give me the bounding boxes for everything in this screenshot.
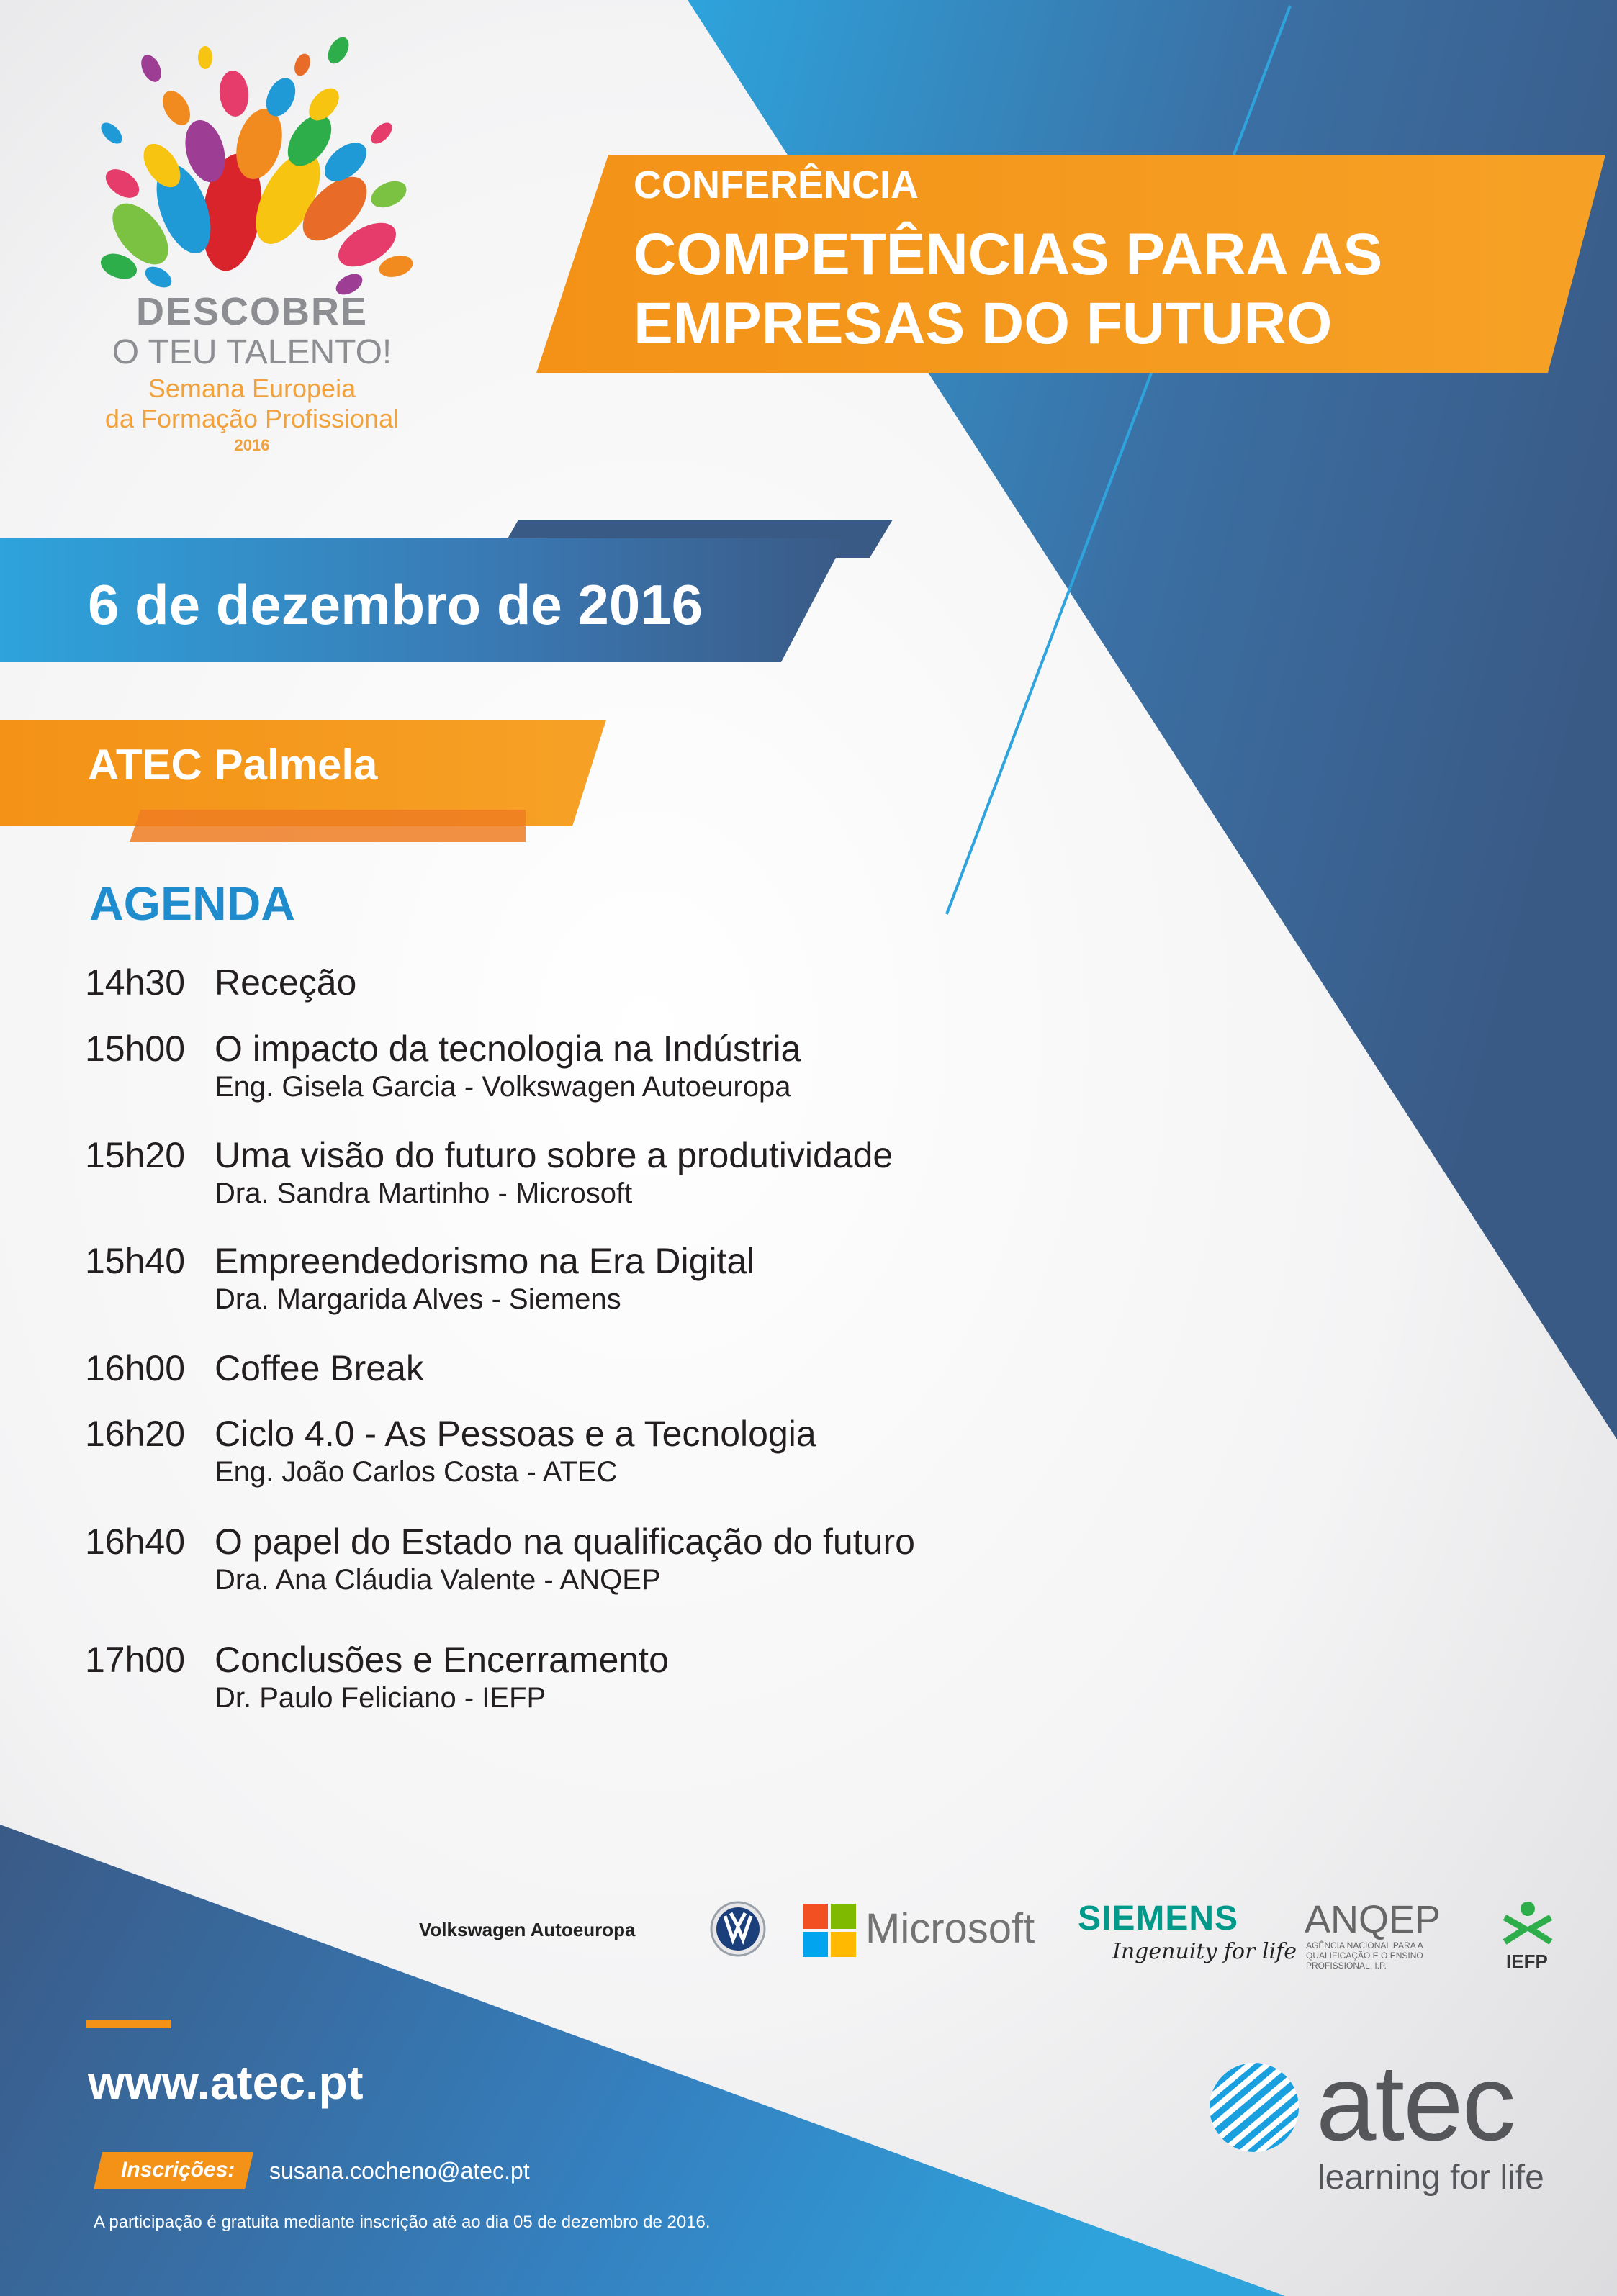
leaf-cluster-icon xyxy=(50,29,454,302)
conference-kicker: CONFERÊNCIA xyxy=(634,163,919,207)
agenda-speaker: Dr. Paulo Feliciano - IEFP xyxy=(215,1682,546,1714)
agenda-speaker: Eng. João Carlos Costa - ATEC xyxy=(215,1456,618,1488)
atec-sphere-icon xyxy=(1204,2057,1305,2158)
agenda-title: Receção xyxy=(215,962,357,1003)
agenda-speaker: Dra. Sandra Martinho - Microsoft xyxy=(215,1178,633,1209)
atec-wordmark: atec xyxy=(1316,2042,1515,2163)
agenda-time: 15h20 xyxy=(85,1135,186,1175)
volkswagen-logo-icon xyxy=(709,1900,767,1958)
agenda-time: 15h00 xyxy=(85,1029,186,1069)
event-logo-year: 2016 xyxy=(234,436,270,454)
partner-iefp-text: IEFP xyxy=(1506,1951,1548,1972)
agenda-title: Conclusões e Encerramento xyxy=(215,1640,669,1680)
microsoft-logo-icon xyxy=(803,1904,856,1957)
participation-note: A participação é gratuita mediante inscrição até ao dia 05 de dezembro de 2016. xyxy=(94,2213,711,2232)
event-date: 6 de dezembro de 2016 xyxy=(88,573,703,636)
agenda-heading: AGENDA xyxy=(89,877,296,930)
agenda-title: O papel do Estado na qualificação do futuro xyxy=(215,1522,915,1562)
event-logo-subtitle-1: Semana Europeia xyxy=(148,374,356,403)
partner-anqep-text: ANQEP xyxy=(1305,1898,1441,1941)
website-link[interactable]: www.atec.pt xyxy=(88,2056,364,2109)
agenda-time: 16h00 xyxy=(85,1348,186,1388)
event-logo-subtitle-2: da Formação Profissional xyxy=(104,404,400,433)
partner-siemens-tagline: Ingenuity for life xyxy=(1112,1939,1297,1964)
agenda-time: 16h20 xyxy=(85,1414,186,1454)
agenda-time: 17h00 xyxy=(85,1640,186,1680)
inscricoes-label: Inscrições: xyxy=(121,2158,235,2182)
partner-anqep-subtitle: AGÊNCIA NACIONAL PARA A QUALIFICAÇÃO E O ENSINO PROFISSIONAL, I.P. xyxy=(1306,1940,1423,1971)
event-logo xyxy=(50,29,454,461)
agenda-title: Uma visão do futuro sobre a produtividade xyxy=(215,1135,893,1175)
event-logo-title-1: DESCOBRE xyxy=(135,290,369,333)
venue-band-accent xyxy=(130,810,526,842)
agenda-speaker: Dra. Ana Cláudia Valente - ANQEP xyxy=(215,1564,661,1596)
event-logo-title-2: O TEU TALENTO! xyxy=(112,333,392,371)
atec-tagline: learning for life xyxy=(1318,2159,1544,2197)
agenda-speaker: Eng. Gisela Garcia - Volkswagen Autoeuropa xyxy=(215,1071,791,1103)
agenda-time: 15h40 xyxy=(85,1241,186,1281)
inscricoes-email[interactable]: susana.cocheno@atec.pt xyxy=(269,2158,530,2184)
event-venue: ATEC Palmela xyxy=(88,741,378,789)
agenda-title: Ciclo 4.0 - As Pessoas e a Tecnologia xyxy=(215,1414,816,1454)
agenda-speaker: Dra. Margarida Alves - Siemens xyxy=(215,1283,621,1315)
agenda-title: Coffee Break xyxy=(215,1348,424,1388)
conference-title-line2: EMPRESAS DO FUTURO xyxy=(634,291,1333,356)
agenda-time: 16h40 xyxy=(85,1522,186,1562)
partner-siemens-text: SIEMENS xyxy=(1078,1899,1239,1938)
agenda-time: 14h30 xyxy=(85,962,186,1003)
partner-vw-text: Volkswagen Autoeuropa xyxy=(419,1919,636,1940)
partner-microsoft-text: Microsoft xyxy=(865,1905,1035,1952)
iefp-logo-icon xyxy=(1499,1897,1557,1948)
agenda-title: O impacto da tecnologia na Indústria xyxy=(215,1029,801,1069)
footer-orange-line xyxy=(86,2020,171,2028)
conference-title-line1: COMPETÊNCIAS PARA AS xyxy=(634,222,1383,287)
agenda-title: Empreendedorismo na Era Digital xyxy=(215,1241,755,1281)
